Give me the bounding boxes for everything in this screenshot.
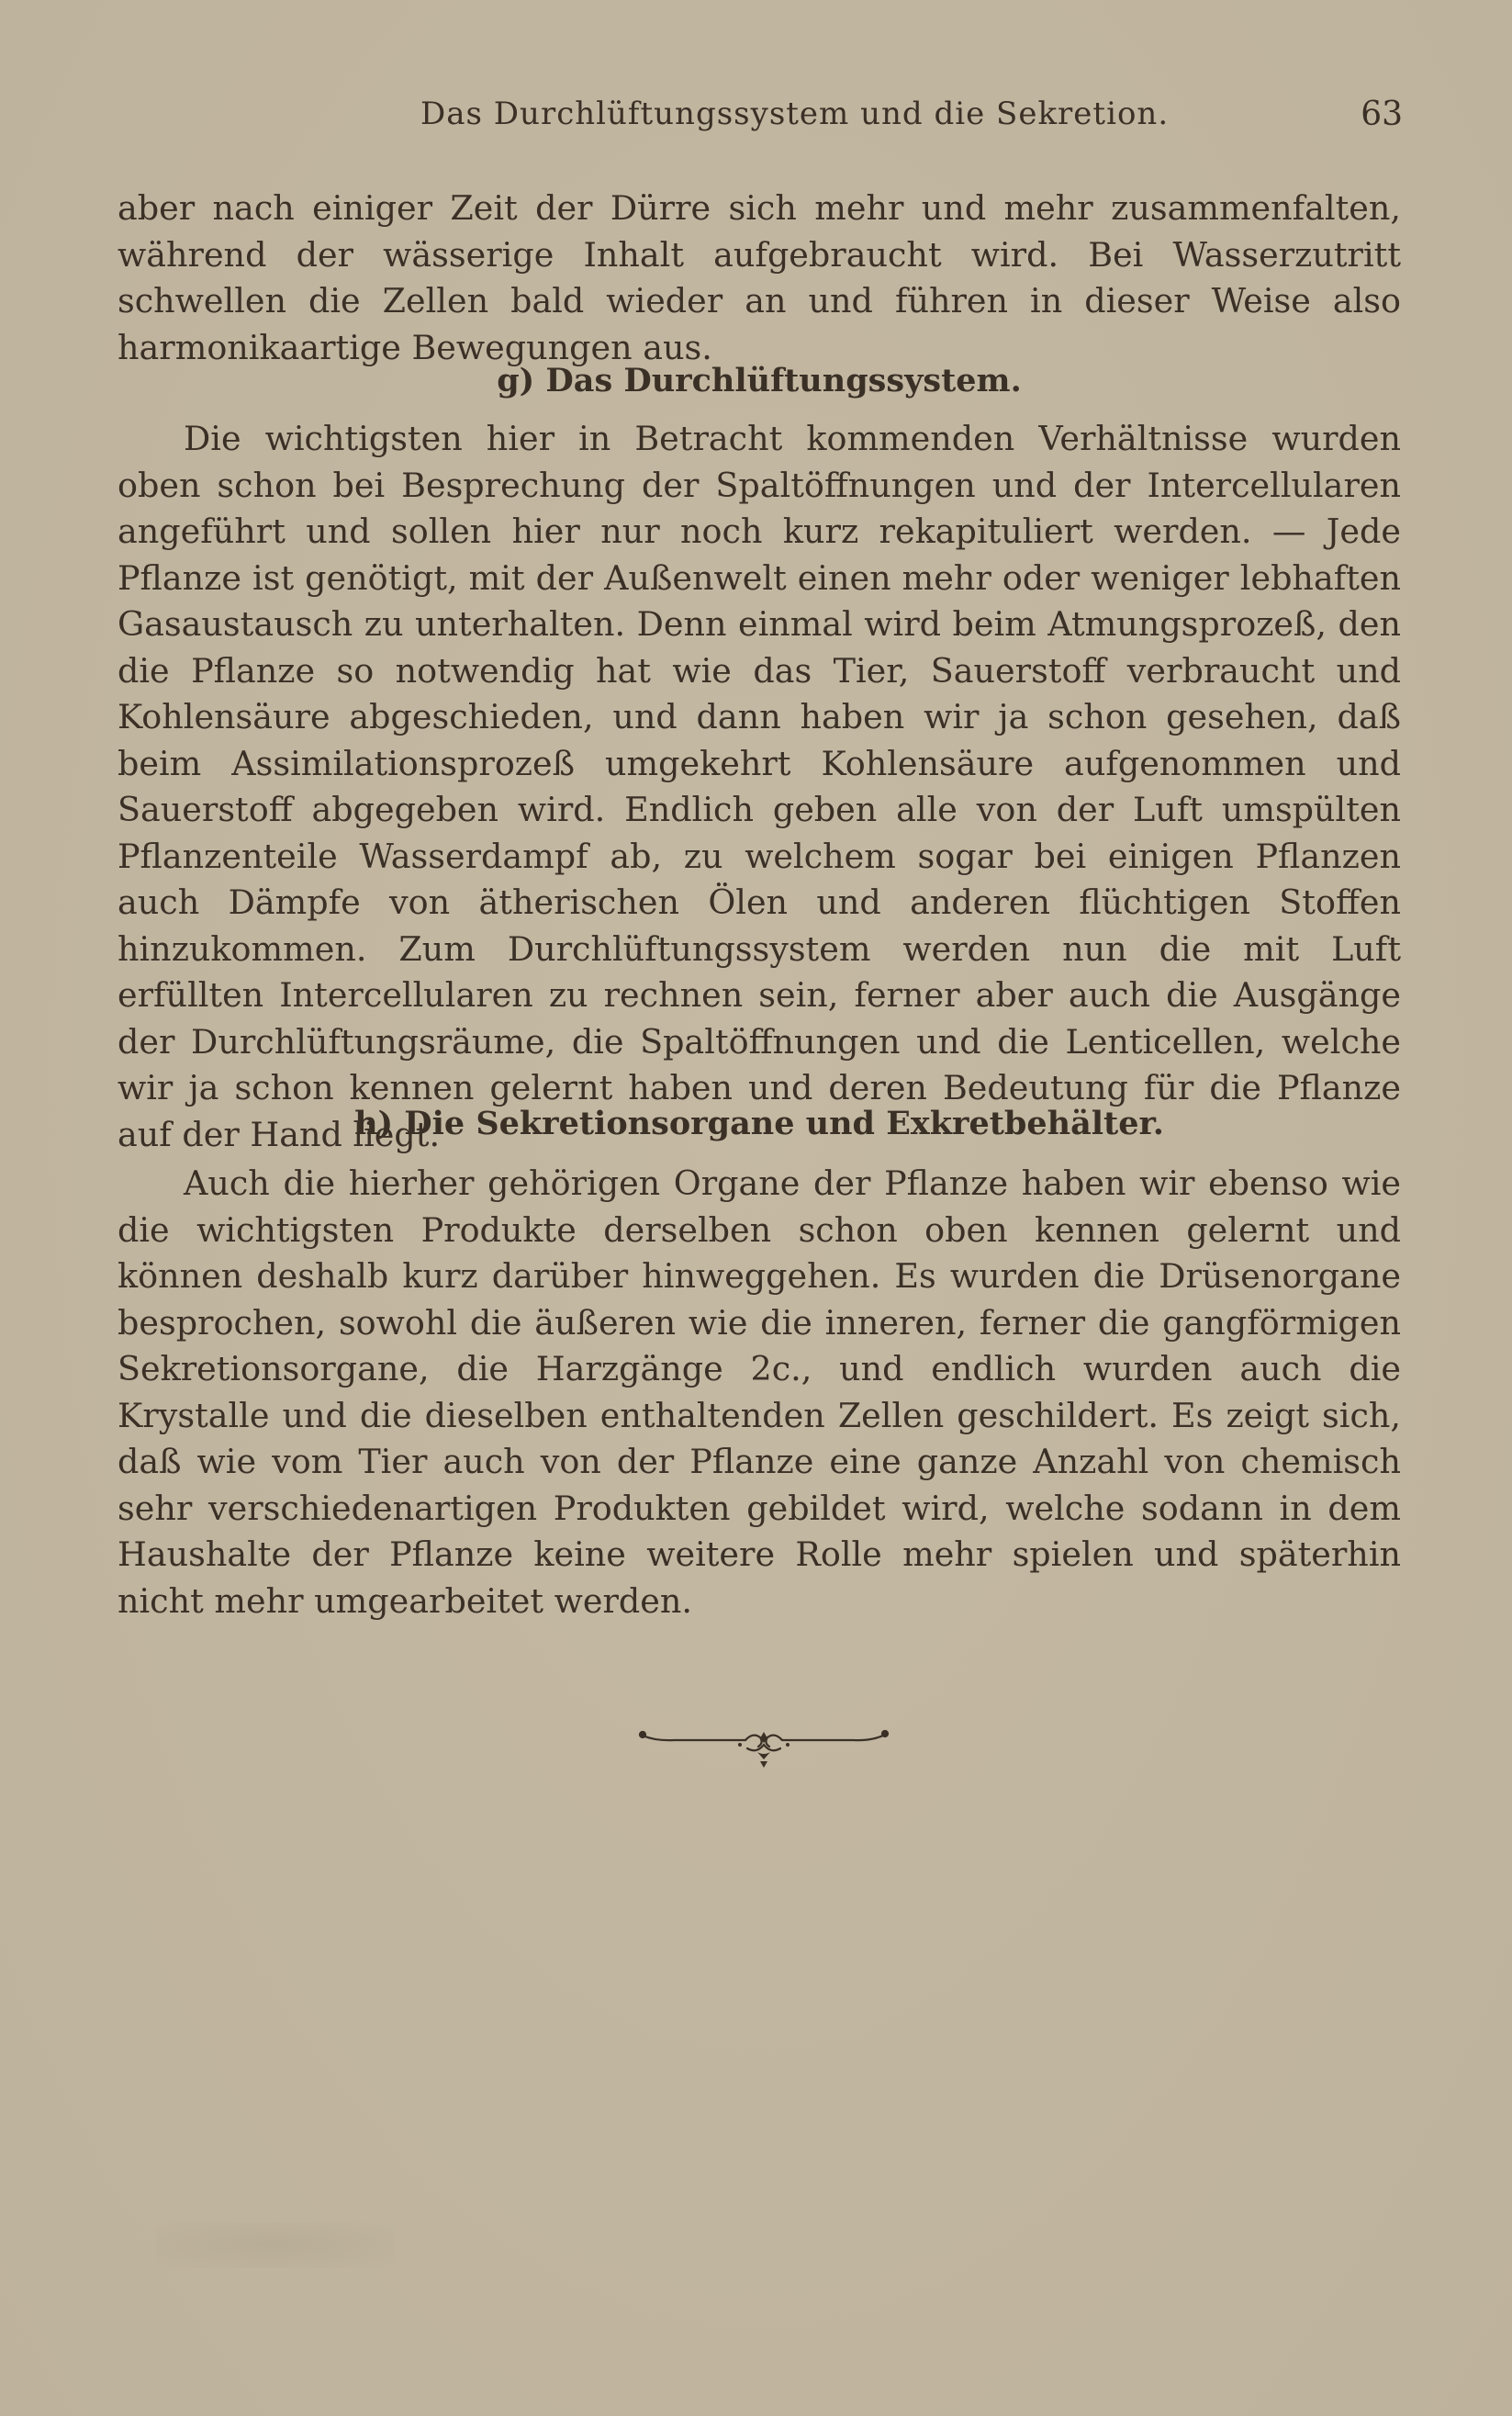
continuation-paragraph: aber nach einiger Zeit der Dürre sich mehr und mehr zusammenfalten, während der wässerige Inhalt aufgebraucht wird. Bei Wasserzutritt schwellen die Zellen bald wieder an und führen in dieser Weise also harmonikaartige Bewegungen aus. [118, 188, 1401, 367]
running-head [118, 96, 1403, 141]
running-title: Das Durchlüftungssystem und die Sekretion. [420, 96, 1170, 132]
section-paragraph-g: Die wichtigsten hier in Betracht kommenden Verhältnisse wurden oben schon bei Besprechung der Spaltöffnungen und der Intercellularen angeführt und sollen hier nur noch kurz rekapituliert werden. — Jede Pflanze ist genötigt, mit der Außenwelt einen mehr oder weniger lebhaften Gasaustausch zu unterhalten. Denn einmal wird beim Atmungsprozeß, den die Pflanze so notwendig hat wie das Tier, Sauerstoff verbraucht und Kohlensäure abgeschieden, und dann haben wir ja schon gesehen, daß beim Assimilationsprozeß umgekehrt Kohlensäure aufgenommen und Sauerstoff abgegeben wird. Endlich geben alle von der Luft umspülten Pflanzenteile Wasserdampf ab, zu welchem sogar bei einigen Pflanzen auch Dämpfe von ätherischen Ölen und anderen flüchtigen Stoffen hinzukommen. Zum Durchlüftungssystem werden nun die mit Luft erfüllten Intercellularen zu rechnen sein, ferner aber auch die Ausgänge der Durchlüftungsräume, die Spaltöffnungen und die Lenticellen, welche wir ja schon kennen gelernt haben und deren Bedeutung für die Pflanze auf der Hand liegt. [118, 419, 1401, 1154]
section-paragraph-h: Auch die hierher gehörigen Organe der Pflanze haben wir ebenso wie die wichtigsten Produkte derselben schon oben kennen gelernt und können deshalb kurz darüber hinweggehen. Es wurden die Drüsenorgane besprochen, sowohl die äußeren wie die inneren, ferner die gangförmigen Sekretionsorgane, die Harzgänge 2c., und endlich wurden auch die Krystalle und die dieselben enthaltenden Zellen geschildert. Es zeigt sich, daß wie vom Tier auch von der Pflanze eine ganze Anzahl von chemisch sehr verschiedenartigen Produkten gebildet wird, welche sodann in dem Haushalte der Pflanze keine weitere Rolle mehr spielen und späterhin nicht mehr umgearbeitet werden. [118, 1163, 1401, 1621]
fleuron-ornament-icon [637, 1723, 890, 1778]
page-number: 63 [1361, 96, 1403, 133]
section-heading-h: h) Die Sekretionsorgane und Exkretbehälter. [354, 1105, 1164, 1142]
section-heading-g: g) Das Durchlüftungssystem. [497, 362, 1022, 399]
paper-smudge [156, 2222, 395, 2268]
